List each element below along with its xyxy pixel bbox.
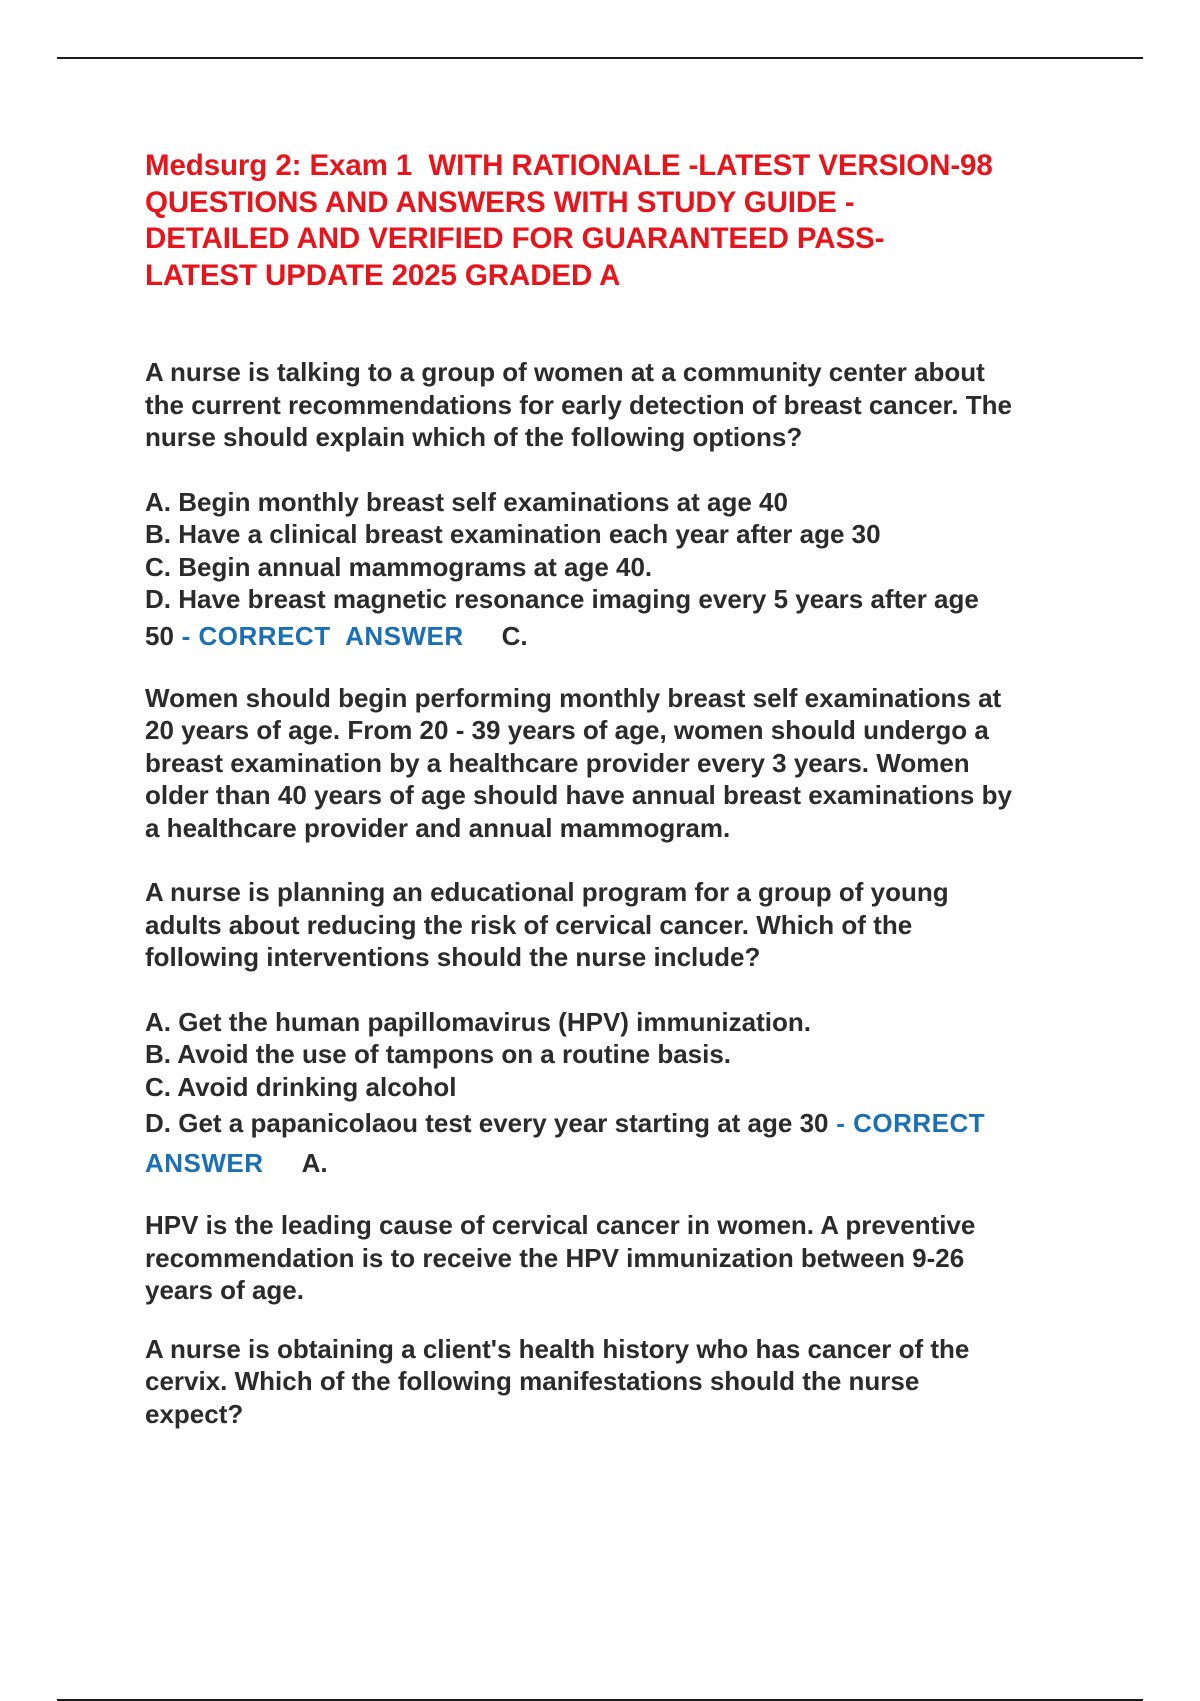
stem-line: following interventions should the nurse include? — [145, 942, 761, 972]
stem-line: the current recommendations for early detection of breast cancer. The — [145, 389, 1012, 420]
stem-line: A nurse is planning an educational program for a group of young — [145, 877, 949, 907]
answer-letter: A. — [301, 1148, 328, 1178]
option-a: A. Get the human papillomavirus (HPV) immunization. — [145, 1006, 811, 1037]
rationale-line: older than 40 years of age should have annual breast examinations by — [145, 780, 1012, 810]
option-c: C. Avoid drinking alcohol — [145, 1071, 457, 1102]
stem-line: expect? — [145, 1398, 244, 1429]
option-b: B. Avoid the use of tampons on a routine basis. — [145, 1039, 732, 1069]
answer-letter: C. — [501, 620, 528, 651]
rationale-line: Women should begin performing monthly breast self examinations at — [145, 682, 1002, 713]
option-d-continuation: 50 — [145, 620, 174, 651]
rationale-line: 20 years of age. From 20 - 39 years of age, women should undergo a — [145, 715, 989, 745]
option-a: A. Begin monthly breast self examinations at age 40 — [145, 486, 788, 517]
correct-answer-label: - CORRECT ANSWER — [173, 620, 464, 651]
question-2-options — [145, 1006, 1105, 1184]
rationale-line: years of age. — [145, 1275, 304, 1305]
stem-line: A nurse is obtaining a client's health history who has cancer of the — [145, 1333, 970, 1364]
answer-line — [145, 1143, 1105, 1183]
rationale-line: breast examination by a healthcare provider every 3 years. Women — [145, 747, 970, 778]
option-d: D. Have breast magnetic resonance imaging every 5 years after age — [145, 584, 979, 614]
question-1-stem — [145, 356, 1105, 454]
rationale-line: recommendation is to receive the HPV immunization between 9-26 — [145, 1242, 965, 1273]
question-2-stem — [145, 876, 1105, 974]
option-c: C. Begin annual mammograms at age 40. — [145, 551, 653, 582]
rationale-line: a healthcare provider and annual mammogram. — [145, 812, 731, 843]
title-line: DETAILED AND VERIFIED FOR GUARANTEED PASS- — [145, 222, 885, 255]
question-3-stem — [145, 1333, 1105, 1431]
option-b: B. Have a clinical breast examination each year after age 30 — [145, 519, 881, 549]
option-d — [145, 1103, 1105, 1143]
stem-line: A nurse is talking to a group of women at a community center about — [145, 357, 985, 387]
title-line: Medsurg 2: Exam 1 WITH RATIONALE -LATEST VERSION-98 — [145, 149, 993, 182]
title-line: LATEST UPDATE 2025 GRADED A — [145, 258, 621, 292]
stem-line: adults about reducing the risk of cervical cancer. Which of the — [145, 909, 913, 940]
option-d-text: D. Get a papanicolaou test every year starting at age 30 — [145, 1108, 829, 1138]
correct-answer-label: - CORRECT — [828, 1108, 986, 1138]
question-1-options — [145, 486, 1105, 656]
question-2-rationale — [145, 1209, 1105, 1307]
top-rule — [57, 57, 1143, 59]
correct-answer-label-cont: ANSWER — [145, 1148, 264, 1178]
stem-line: cervix. Which of the following manifestations should the nurse — [145, 1366, 920, 1396]
document-title — [145, 148, 1105, 294]
title-line: QUESTIONS AND ANSWERS WITH STUDY GUIDE - — [145, 185, 855, 219]
document-body — [145, 148, 1105, 1430]
answer-line — [145, 616, 1105, 656]
rationale-line: HPV is the leading cause of cervical cancer in women. A preventive — [145, 1210, 976, 1240]
stem-line: nurse should explain which of the following options? — [145, 422, 803, 452]
question-1-rationale — [145, 682, 1105, 845]
